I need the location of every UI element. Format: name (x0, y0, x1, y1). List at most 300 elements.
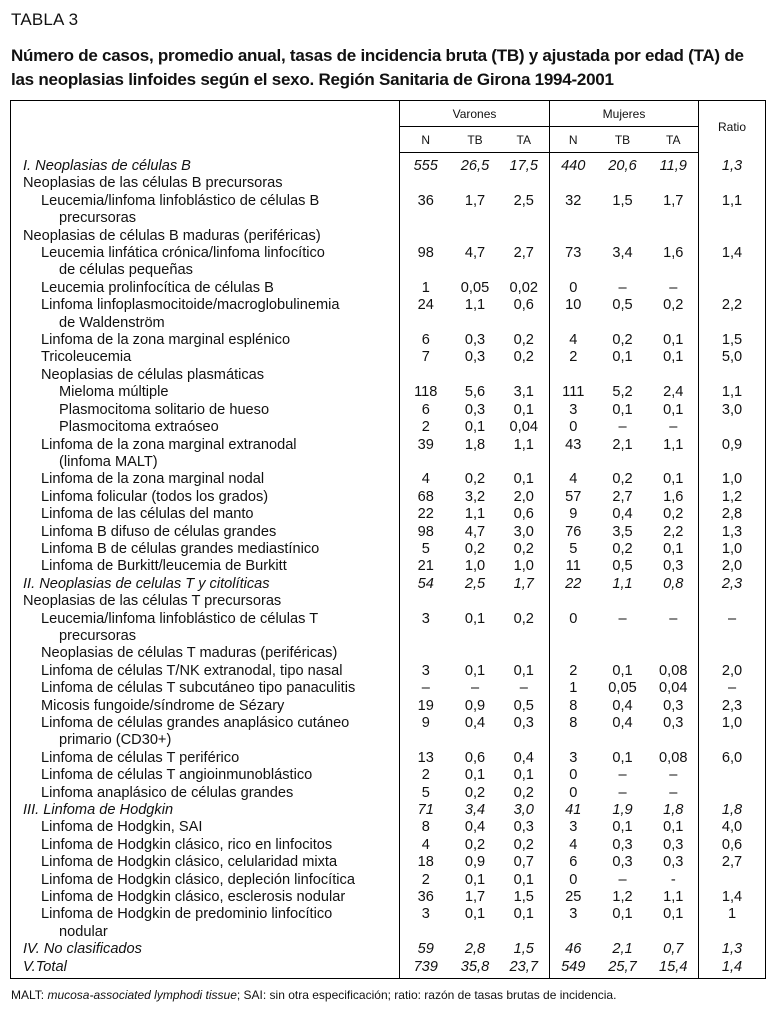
varones-tb-cell (452, 175, 499, 192)
mujeres-ta-cell: 1,6 (663, 245, 684, 262)
varones-tb-cell (452, 228, 499, 245)
mujeres-ta-cell: 0,1 (663, 349, 684, 366)
mujeres-n-cell (550, 228, 597, 245)
mujeres-ta-cell: 0,1 (663, 819, 684, 836)
mujeres-n-cell: 10 (550, 297, 597, 332)
row-label-text: II. Neoplasias de celulas T y citolíticas (23, 575, 270, 592)
mujeres-ta-cell (649, 645, 699, 662)
ratio-cell: 1,0 (699, 541, 766, 558)
ratio-cell: 0,6 (699, 837, 766, 854)
varones-ta-cell: 0,1 (513, 662, 534, 679)
varones-tb-cell: 0,9 (464, 697, 486, 714)
varones-tb-cell: 1,7 (464, 192, 486, 209)
mujeres-tb-cell: 1,1 (612, 575, 633, 592)
mujeres-ta-cell: 0,8 (663, 575, 684, 592)
mujeres-tb-cell: – (618, 279, 627, 296)
varones-n-cell: 2 (421, 767, 430, 784)
table-row (11, 175, 766, 192)
mujeres-n-cell: 22 (550, 576, 597, 593)
varones-tb-cell: 4,7 (464, 523, 486, 540)
mujeres-ta-cell: 0,2 (663, 297, 684, 314)
mujeres-ta-cell (649, 593, 699, 610)
row-label-text: Neoplasias de las células T precursoras (23, 593, 282, 610)
varones-n-cell (400, 175, 452, 192)
mujeres-ta-cell: – (669, 610, 678, 627)
mujeres-tb-cell: 0,5 (612, 297, 633, 314)
ratio-cell: 2,0 (699, 663, 766, 680)
row-label-text: Tricoleucemia (41, 349, 132, 366)
mujeres-tb-cell: 3,4 (612, 245, 633, 262)
ratio-cell: – (699, 680, 766, 697)
varones-n-cell: 39 (417, 436, 434, 453)
varones-tb-cell: 35,8 (452, 959, 499, 979)
row-label (11, 297, 400, 332)
mujeres-n-cell: 46 (550, 941, 597, 958)
mujeres-n-cell: 3 (550, 906, 597, 941)
ratio-cell: 2,2 (699, 297, 766, 332)
table-row (11, 837, 766, 854)
mujeres-ta-cell: 0,3 (663, 836, 684, 853)
mujeres-ta-cell: – (669, 784, 678, 801)
ratio-cell: 2,3 (699, 576, 766, 593)
table-row (11, 419, 766, 436)
mujeres-ta-cell: 0,04 (659, 680, 688, 697)
row-label (11, 471, 400, 488)
table-row (11, 785, 766, 802)
table-row (11, 541, 766, 558)
table-row (11, 245, 766, 280)
mujeres-tb-cell: – (618, 784, 627, 801)
varones-tb-cell: 0,1 (464, 871, 486, 888)
table-row (11, 959, 766, 979)
varones-ta-cell: 0,3 (513, 715, 534, 731)
mujeres-ta-cell: – (669, 419, 678, 436)
varones-tb-cell: 0,4 (464, 819, 486, 836)
mujeres-n-cell: 2 (550, 663, 597, 680)
mujeres-n-cell: 3 (550, 402, 597, 419)
table-row (11, 715, 766, 750)
footnote-part-c: ; SAI: sin otra especificación; ratio: razón de tasas brutas de incidencia. (236, 988, 617, 1002)
varones-n-cell: 18 (417, 854, 434, 871)
ratio-cell (699, 645, 766, 662)
varones-ta-cell: 0,2 (513, 784, 534, 801)
mujeres-n-cell (550, 645, 597, 662)
mujeres-n-cell: 549 (550, 959, 597, 979)
row-label (11, 889, 400, 906)
mujeres-tb-cell: 0,3 (612, 854, 633, 871)
varones-ta-cell: 0,6 (513, 506, 534, 523)
mujeres-tb-cell: 1,5 (612, 192, 633, 209)
varones-ta-cell: 0,3 (513, 819, 534, 836)
mujeres-tb-cell: 1,9 (612, 802, 633, 819)
mujeres-ta-cell: 0,1 (663, 471, 684, 488)
varones-tb-cell: 1,1 (464, 506, 486, 523)
varones-ta-cell: 0,2 (513, 349, 534, 366)
varones-tb-cell (452, 367, 499, 384)
mujeres-ta-cell: 15,4 (649, 959, 699, 979)
table-row (11, 332, 766, 349)
row-label (11, 872, 400, 889)
ratio-cell: 0,9 (699, 437, 766, 472)
varones-tb-cell: 0,6 (464, 749, 486, 766)
varones-tb-cell: 2,8 (464, 941, 486, 958)
mujeres-ta-cell: 1,1 (663, 889, 684, 906)
row-label (11, 228, 400, 245)
row-label-text: Neoplasias de las células B precursoras (23, 175, 283, 192)
varones-tb-cell: 26,5 (460, 158, 490, 174)
table-row (11, 558, 766, 575)
varones-n-cell: 36 (417, 192, 434, 209)
table-label: TABLA 3 (11, 10, 79, 29)
ratio-cell: 5,0 (699, 349, 766, 366)
mujeres-n-cell: 5 (550, 541, 597, 558)
mujeres-tb-cell: – (618, 767, 627, 784)
table-row (11, 153, 766, 176)
ratio-cell (699, 175, 766, 192)
row-label-text: Linfoma de Hodgkin clásico, esclerosis nodular (41, 889, 346, 906)
table-row (11, 645, 766, 662)
ratio-cell: 2,0 (699, 558, 766, 575)
mujeres-tb-cell: 0,1 (612, 819, 633, 836)
table-row (11, 489, 766, 506)
mujeres-tb-cell (597, 175, 649, 192)
varones-n-cell: 54 (417, 575, 434, 592)
table-row (11, 193, 766, 228)
row-label (11, 384, 400, 401)
row-label (11, 367, 400, 384)
varones-ta-cell: 0,1 (513, 471, 534, 488)
varones-n-cell: 3 (421, 662, 430, 679)
row-label-text: Neoplasias de células T maduras (periféricas) (41, 645, 338, 662)
varones-tb-cell: 1,1 (464, 297, 486, 314)
row-label-text: Linfoma de Hodgkin clásico, rico en linfocitos (41, 836, 333, 853)
ratio-cell (699, 228, 766, 245)
row-label (11, 558, 400, 575)
row-label (11, 524, 400, 541)
row-label (11, 680, 400, 697)
varones-n-cell: 68 (417, 488, 434, 505)
row-label-text: V.Total (23, 958, 67, 975)
varones-ta-cell: 1,5 (513, 889, 534, 906)
varones-tb-cell: 0,1 (464, 906, 486, 923)
varones-n-cell: 36 (417, 889, 434, 906)
varones-ta-cell: 2,0 (513, 488, 534, 505)
row-label-text: IV. No clasificados (23, 941, 142, 958)
mujeres-tb-cell: 1,2 (612, 889, 633, 906)
row-label (11, 332, 400, 349)
mujeres-n-cell: 11 (550, 558, 597, 575)
row-label-text: Linfoma de Hodgkin de predominio linfocítico (41, 906, 333, 923)
table-row (11, 819, 766, 836)
varones-n-cell: 71 (417, 802, 434, 819)
varones-tb-cell: 0,2 (464, 471, 486, 488)
varones-ta-cell: 3,1 (513, 384, 534, 401)
row-label (11, 541, 400, 558)
ratio-cell: 1,4 (699, 245, 766, 280)
mujeres-tb-cell: 0,3 (612, 836, 633, 853)
row-label (11, 419, 400, 436)
label-column-header (11, 101, 400, 153)
row-label-text: Linfoma de la zona marginal esplénico (41, 332, 291, 349)
varones-n-cell: 98 (417, 523, 434, 540)
varones-ta-cell: 0,1 (513, 871, 534, 888)
mujeres-ta-cell: – (669, 279, 678, 296)
varones-ta-cell: 0,4 (513, 749, 534, 766)
mujeres-tb-cell: 0,2 (612, 471, 633, 488)
ratio-cell (699, 419, 766, 436)
row-label-text: Neoplasias de células plasmáticas (41, 366, 265, 383)
mujeres-tb-cell: 0,4 (612, 697, 633, 714)
varones-n-cell: 3 (421, 906, 430, 923)
mujeres-tb-cell: 2,7 (612, 488, 633, 505)
varones-ta-cell: 1,5 (513, 941, 534, 958)
varones-tb-cell: 0,1 (464, 419, 486, 436)
varones-tb-cell: 1,0 (464, 558, 486, 575)
mujeres-ta-cell: 0,1 (663, 906, 684, 923)
varones-n-cell: 22 (417, 506, 434, 523)
mujeres-n-cell: 0 (550, 419, 597, 436)
table-row (11, 802, 766, 819)
varones-ta-cell: 3,0 (513, 802, 534, 819)
mujeres-ta-cell (649, 228, 699, 245)
row-label-text: Linfoma de células T/NK extranodal, tipo nasal (41, 662, 343, 679)
varones-tb-cell: 5,6 (464, 384, 486, 401)
table-row (11, 750, 766, 767)
row-label-text: Linfoma de la zona marginal extranodal (41, 436, 297, 453)
table-row (11, 349, 766, 366)
table-body (11, 153, 766, 979)
mujeres-tb-cell: 0,2 (612, 332, 633, 349)
row-label (11, 819, 400, 836)
mujeres-ta-cell: 1,7 (663, 192, 684, 209)
mujeres-tb-cell: – (618, 871, 627, 888)
table-row (11, 854, 766, 871)
table-row (11, 402, 766, 419)
mujeres-n-cell: 76 (550, 524, 597, 541)
varones-ta-cell: 0,1 (513, 906, 534, 923)
mujeres-n-cell: 3 (550, 819, 597, 836)
mujeres-n-cell: 4 (550, 332, 597, 349)
mujeres-tb-cell: – (618, 419, 627, 436)
mujeres-tb-cell: 0,05 (608, 680, 637, 697)
row-label-text: Linfoma de células grandes anaplásico cutáneo (41, 715, 350, 731)
mujeres-tb-cell: 0,4 (612, 506, 633, 523)
varones-n-cell: 4 (421, 836, 430, 853)
varones-n-cell: 24 (417, 297, 434, 314)
table-row (11, 941, 766, 958)
row-label-text: Linfoma de las células del manto (41, 506, 254, 523)
ratio-cell (699, 280, 766, 297)
mujeres-tb-cell: 0,1 (612, 662, 633, 679)
row-label-text: Leucemia linfática crónica/linfoma linfocítico (41, 245, 325, 262)
mujeres-n-cell: 3 (550, 750, 597, 767)
row-label-text: Linfoma de células T angioinmunoblástico (41, 767, 313, 784)
ratio-cell: 1,8 (699, 802, 766, 819)
varones-tb-cell: 0,1 (464, 610, 486, 627)
varones-tb-cell: 3,2 (464, 488, 486, 505)
row-label (11, 245, 400, 280)
mujeres-ta-cell: 0,08 (659, 662, 688, 679)
row-label-text: Linfoma linfoplasmocitoide/macroglobulinemia (41, 297, 340, 314)
mujeres-ta-cell (649, 175, 699, 192)
varones-ta-cell: 3,0 (513, 523, 534, 540)
table-row (11, 297, 766, 332)
ratio-cell: 1,3 (699, 524, 766, 541)
mujeres-n-cell: 4 (550, 471, 597, 488)
mujeres-n-cell: 4 (550, 837, 597, 854)
mujeres-n-cell: 0 (550, 280, 597, 297)
ratio-cell: 1,0 (699, 471, 766, 488)
varones-tb-cell: 0,2 (464, 784, 486, 801)
row-label-text: III. Linfoma de Hodgkin (23, 802, 174, 819)
varones-tb-cell: 2,5 (464, 575, 486, 592)
mujeres-n-cell: 0 (550, 611, 597, 646)
varones-n-cell: 4 (421, 471, 430, 488)
mujeres-tb-cell: – (618, 610, 627, 627)
varones-ta-cell: 0,04 (509, 419, 538, 436)
footnote-part-a: MALT: (11, 988, 48, 1002)
mujeres-tb-cell: 0,2 (612, 540, 633, 557)
varones-ta-cell: 2,7 (513, 245, 534, 262)
row-label-text: Linfoma anaplásico de células grandes (41, 784, 294, 801)
table-row (11, 437, 766, 472)
table-row (11, 767, 766, 784)
mujeres-tb-cell (597, 593, 649, 610)
table-row (11, 611, 766, 646)
varones-n-header: N (400, 127, 452, 153)
ratio-cell (699, 785, 766, 802)
varones-tb-cell: 0,1 (464, 767, 486, 784)
ratio-header: Ratio (699, 101, 766, 153)
mujeres-tb-cell: 0,5 (612, 558, 633, 575)
row-label-continuation: (linfoma MALT) (59, 453, 158, 470)
varones-n-cell: 118 (414, 384, 438, 401)
ratio-cell: 6,0 (699, 750, 766, 767)
varones-ta-cell: 0,2 (513, 540, 534, 557)
mujeres-ta-cell: 1,6 (663, 488, 684, 505)
varones-ta-cell: 0,7 (513, 854, 534, 871)
varones-tb-cell: 0,9 (464, 854, 486, 871)
mujeres-tb-cell (597, 228, 649, 245)
varones-n-cell: 59 (417, 941, 434, 958)
varones-tb-cell: 0,1 (464, 662, 486, 679)
varones-tb-cell: 3,4 (464, 802, 486, 819)
table-row (11, 506, 766, 523)
row-label-text: Linfoma de células T subcutáneo tipo panaculitis (41, 680, 356, 697)
footnote-part-b: mucosa-associated lymphodi tissue (47, 988, 237, 1002)
varones-n-cell (400, 228, 452, 245)
ratio-cell: – (699, 611, 766, 646)
mujeres-tb-cell: 0,1 (612, 749, 633, 766)
varones-ta-cell: 0,2 (513, 836, 534, 853)
varones-ta-cell: 1,0 (513, 558, 534, 575)
mujeres-ta-cell: 1,8 (663, 802, 684, 819)
row-label (11, 663, 400, 680)
varones-tb-cell: – (470, 680, 480, 697)
table-row (11, 576, 766, 593)
varones-n-cell (400, 645, 452, 662)
mujeres-tb-cell (597, 645, 649, 662)
ratio-cell: 2,7 (699, 854, 766, 871)
mujeres-n-cell (550, 593, 597, 610)
row-label-text: Linfoma folicular (todos los grados) (41, 488, 269, 505)
mujeres-ta-cell: 0,08 (659, 749, 688, 766)
row-label-continuation: de Waldenström (59, 314, 165, 331)
mujeres-n-cell: 6 (550, 854, 597, 871)
ratio-cell: 1,5 (699, 332, 766, 349)
varones-ta-cell: 0,5 (513, 697, 534, 714)
incidence-table (10, 100, 766, 979)
varones-tb-cell: 0,2 (464, 836, 486, 853)
varones-tb-cell: 4,7 (464, 245, 486, 262)
varones-n-cell: – (421, 680, 430, 697)
row-label (11, 750, 400, 767)
mujeres-tb-cell: 0,1 (612, 349, 633, 366)
varones-n-cell: 1 (421, 279, 430, 296)
row-label-text: Linfoma de células T periférico (41, 749, 240, 766)
varones-tb-cell: 0,3 (464, 332, 486, 349)
mujeres-ta-header: TA (649, 127, 699, 153)
varones-tb-cell: 1,7 (464, 889, 486, 906)
mujeres-n-cell: 9 (550, 506, 597, 523)
varones-ta-cell: 0,1 (513, 767, 534, 784)
footnote (11, 988, 616, 1002)
varones-ta-cell (499, 175, 550, 192)
mujeres-n-cell: 0 (550, 785, 597, 802)
table-row (11, 906, 766, 941)
row-label (11, 193, 400, 228)
varones-ta-cell: 0,2 (513, 332, 534, 349)
mujeres-ta-cell: 0,1 (663, 401, 684, 418)
row-label (11, 715, 400, 750)
varones-n-cell (400, 367, 452, 384)
mujeres-tb-cell: 20,6 (608, 158, 637, 174)
row-label (11, 611, 400, 646)
row-label-text: Linfoma de Burkitt/leucemia de Burkitt (41, 558, 287, 575)
table-row (11, 524, 766, 541)
row-label (11, 489, 400, 506)
row-label-continuation: de células pequeñas (59, 262, 193, 279)
varones-tb-cell (452, 645, 499, 662)
varones-n-cell: 9 (421, 715, 430, 731)
row-label-continuation: nodular (59, 923, 108, 940)
row-label-text: Leucemia prolinfocítica de células B (41, 279, 274, 296)
varones-header: Varones (400, 101, 550, 127)
varones-tb-header: TB (452, 127, 499, 153)
mujeres-n-cell: 57 (550, 489, 597, 506)
varones-n-cell: 19 (417, 697, 434, 714)
mujeres-tb-header: TB (597, 127, 649, 153)
row-label-text: Linfoma de Hodgkin, SAI (41, 819, 203, 836)
row-label (11, 175, 400, 192)
row-label-text: Linfoma de Hodgkin clásico, celularidad mixta (41, 854, 338, 871)
table-row (11, 698, 766, 715)
mujeres-n-cell: 41 (550, 802, 597, 819)
table-row (11, 872, 766, 889)
mujeres-tb-cell: 2,1 (612, 436, 633, 453)
row-label-text: Micosis fungoide/síndrome de Sézary (41, 697, 285, 714)
ratio-cell: 2,8 (699, 506, 766, 523)
mujeres-ta-cell: 1,1 (663, 436, 684, 453)
mujeres-tb-cell: 5,2 (612, 384, 633, 401)
mujeres-tb-cell: 0,1 (612, 906, 633, 923)
row-label (11, 941, 400, 958)
row-label (11, 785, 400, 802)
mujeres-ta-cell: - (670, 871, 676, 888)
row-label (11, 576, 400, 593)
mujeres-tb-cell: 0,4 (612, 715, 633, 731)
row-label-continuation: primario (CD30+) (59, 732, 172, 749)
